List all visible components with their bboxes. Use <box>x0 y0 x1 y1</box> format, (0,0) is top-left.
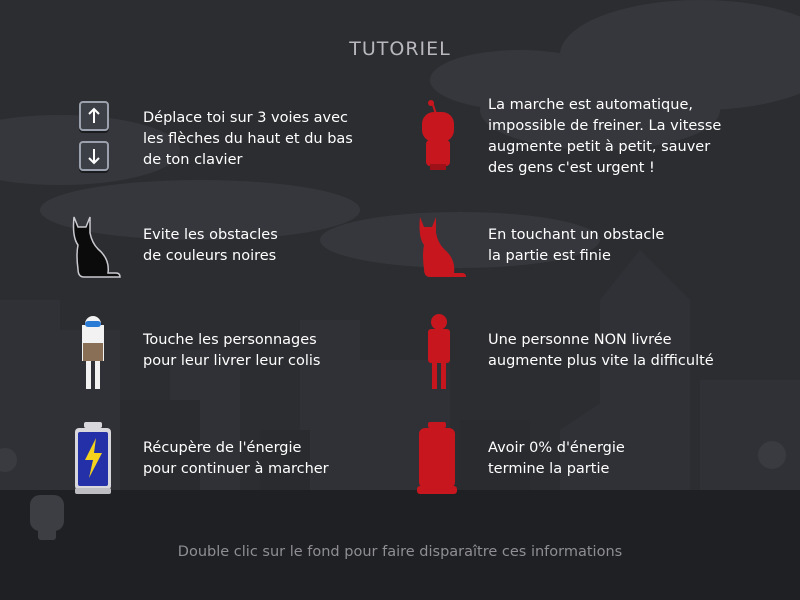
instruction-undelivered-person: Une personne NON livrée augmente plus vite la difficulté <box>488 332 714 369</box>
arrow-keys-icon <box>77 99 111 175</box>
instruction-move-lanes: Déplace toi sur 3 voies avec les flèches du haut et du bas de ton clavier <box>143 110 353 168</box>
instruction-deliver-parcels: Touche les personnages pour leur livrer leur colis <box>143 332 321 369</box>
instruction-collect-energy: Récupère de l'énergie pour continuer à marcher <box>143 440 329 477</box>
red-battery-icon <box>416 420 458 496</box>
courier-person-icon <box>78 313 108 391</box>
battery-icon <box>72 420 114 496</box>
red-person-icon <box>424 313 454 391</box>
arrow-up-key-icon <box>79 101 109 131</box>
red-cat-icon <box>410 215 468 279</box>
instruction-automatic-walk: La marche est automatique, impossible de freiner. La vitesse augmente petit à petit, sauver des gens c'est urgent ! <box>488 97 722 176</box>
dismiss-hint: Double clic sur le fond pour faire disparaître ces informations <box>177 544 623 560</box>
tutorial-title: TUTORIEL <box>349 38 451 60</box>
black-cat-icon <box>64 215 122 279</box>
arrow-down-key-icon <box>79 141 109 171</box>
red-robot-icon <box>418 100 458 172</box>
instruction-zero-energy: Avoir 0% d'énergie termine la partie <box>488 440 625 477</box>
instruction-avoid-obstacles: Evite les obstacles de couleurs noires <box>143 227 278 264</box>
instruction-obstacle-game-over: En touchant un obstacle la partie est finie <box>488 227 665 264</box>
